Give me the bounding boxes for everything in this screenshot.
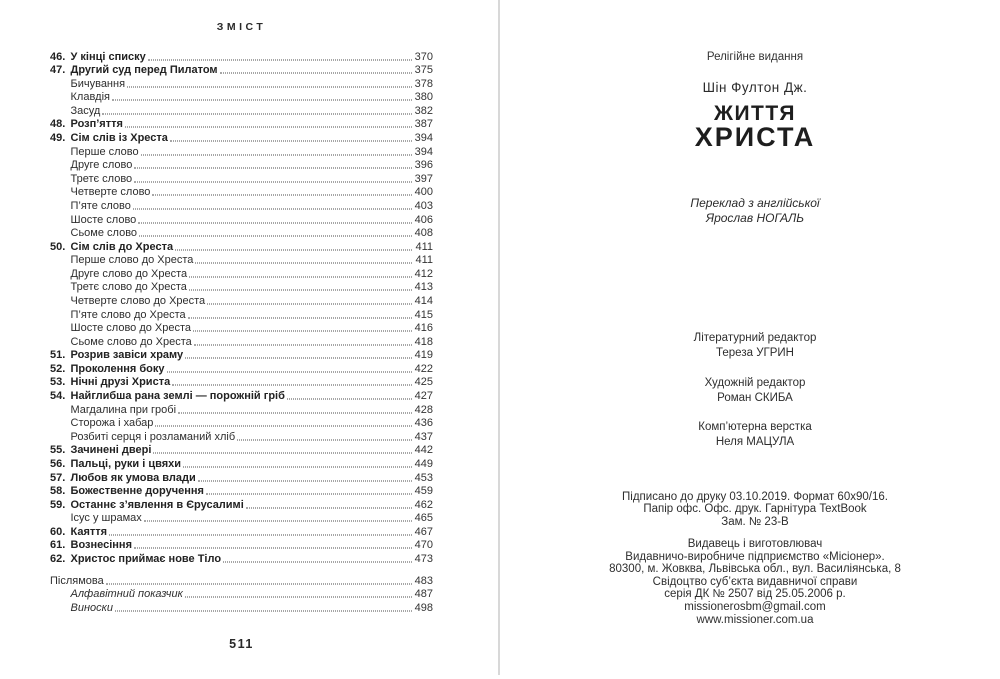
toc-entry (50, 497, 433, 511)
toc-entry-number: 52. (50, 362, 66, 375)
toc-entry-label: Пальці, руки і цвяхи (70, 457, 182, 470)
toc-entry (50, 307, 433, 321)
toc-entry-label: Каяття (70, 525, 108, 538)
toc-entry-label: Ісус у шрамах (70, 512, 142, 525)
toc-entry (50, 484, 433, 498)
book-title-line2: ХРИСТА (694, 122, 816, 152)
credit-name: Тереза УГРИН (716, 347, 794, 359)
dot-leader (198, 480, 412, 481)
toc-entry-label: Розбиті серця і розламаний хліб (70, 430, 236, 443)
toc-entry-page: 411 (415, 240, 433, 253)
toc-entry-label: Останнє з’явлення в Єрусалимі (70, 498, 244, 511)
toc-entry-page: 453 (414, 471, 433, 484)
toc-entry-page: 408 (414, 227, 433, 240)
toc-entry-number: 56. (50, 457, 66, 470)
toc-entry-page: 378 (414, 77, 433, 90)
toc-entry-page: 498 (414, 601, 433, 614)
dot-leader (193, 331, 412, 332)
toc-entry-label: Розрив завіси храму (70, 349, 184, 362)
toc-entry-label: Шосте слово до Хреста (70, 322, 192, 335)
toc-entry-label: Вознесіння (70, 539, 132, 552)
dot-leader (188, 317, 412, 318)
toc-entry-page: 428 (414, 403, 433, 416)
toc-entry (50, 171, 433, 185)
toc-entry (50, 429, 433, 443)
publisher-line: missionerosbm@gmail.com (684, 600, 826, 613)
toc-entry-page: 437 (414, 430, 433, 443)
toc-entry-page: 387 (414, 118, 433, 131)
toc-entry (50, 239, 433, 253)
toc-entry-page: 396 (414, 159, 433, 172)
dot-leader (189, 290, 412, 291)
toc-entry-label: Проколення боку (70, 362, 165, 375)
toc-entry (50, 63, 433, 77)
dot-leader (172, 385, 411, 386)
toc-entry-page: 403 (414, 199, 433, 212)
dot-leader (194, 344, 412, 345)
toc-entry-page: 436 (414, 417, 433, 430)
toc-entry-page: 412 (414, 267, 433, 280)
toc-entry (50, 321, 433, 335)
toc-entry (50, 402, 433, 416)
toc-entry-number: 62. (50, 552, 66, 565)
toc-entry-label: Алфавітний показчик (70, 588, 183, 601)
toc-entry-page: 400 (414, 186, 433, 199)
translation-note: Переклад з англійської (690, 196, 820, 210)
page-number: 511 (229, 637, 254, 651)
toc-entry-label: Бичування (70, 77, 126, 90)
dot-leader (115, 610, 412, 611)
toc-entry (50, 511, 433, 525)
toc-container (50, 21, 433, 614)
toc-entry-page: 394 (414, 132, 433, 145)
toc-entry-label: Третє слово (70, 172, 133, 185)
toc-entry-page: 419 (414, 349, 433, 362)
toc-page (0, 0, 499, 679)
toc-list (50, 49, 433, 565)
toc-entry (50, 573, 433, 587)
dot-leader (220, 73, 412, 74)
toc-entry-page: 425 (414, 376, 433, 389)
toc-entry-label: Христос приймає нове Тіло (70, 552, 222, 565)
credit-block (510, 376, 1000, 406)
dot-leader (189, 276, 412, 277)
toc-entry (50, 524, 433, 538)
toc-entry-number: 60. (50, 525, 66, 538)
toc-entry-label: Божественне доручення (70, 485, 204, 498)
dot-leader (125, 127, 412, 128)
toc-entry-page: 375 (414, 64, 433, 77)
toc-entry (50, 443, 433, 457)
toc-entry-label: Розп’яття (70, 118, 123, 131)
toc-entry (50, 103, 433, 117)
toc-entry-number: 49. (50, 132, 66, 145)
toc-entry-page: 462 (414, 498, 433, 511)
toc-entry-label: Другий суд перед Пилатом (70, 64, 218, 77)
dot-leader (134, 181, 411, 182)
toc-entry-label: Перше слово (70, 145, 139, 158)
dot-leader (148, 59, 412, 60)
toc-entry-label: Сьоме слово до Хреста (70, 335, 192, 348)
toc-entry-page: 442 (414, 444, 433, 457)
toc-entry-number: 53. (50, 376, 66, 389)
publisher-line: Видавець і виготовлювач (687, 538, 823, 550)
dot-leader (223, 561, 412, 562)
toc-entry-page: 370 (414, 50, 433, 63)
publisher-line: серія ДК № 2507 від 25.05.2006 р. (664, 588, 846, 601)
dot-leader (134, 548, 412, 549)
toc-entry-page: 427 (414, 390, 433, 403)
toc-entry-label: Любов як умова влади (70, 471, 196, 484)
toc-entry-label: Сьоме слово (70, 227, 138, 240)
toc-entry-page: 397 (414, 172, 433, 185)
print-info-line: Підписано до друку 03.10.2019. Формат 60х90/16. (622, 491, 888, 503)
toc-entry-label: П’яте слово до Хреста (70, 308, 186, 321)
toc-entry-number: 61. (50, 539, 66, 552)
dot-leader (175, 249, 412, 250)
dot-leader (139, 236, 412, 237)
toc-footer-list (50, 573, 433, 614)
toc-entry-label: Виноски (70, 601, 113, 614)
credit-block (510, 331, 1000, 361)
toc-entry-number: 55. (50, 444, 66, 457)
dot-leader (102, 113, 411, 114)
toc-entry (50, 280, 433, 294)
dot-leader (207, 303, 411, 304)
toc-title: ЗМІСТ (216, 21, 267, 33)
toc-entry (50, 456, 433, 470)
toc-entry-page: 380 (414, 91, 433, 104)
toc-entry (50, 361, 433, 375)
toc-entry (50, 551, 433, 565)
toc-entry-label: Четверте слово до Хреста (70, 294, 206, 307)
dot-leader (134, 168, 411, 169)
toc-entry-label: Нічні друзі Христа (70, 376, 171, 389)
toc-entry (50, 538, 433, 552)
toc-entry (50, 185, 433, 199)
toc-entry-number: 58. (50, 485, 66, 498)
title-page (500, 0, 1000, 679)
author-name: Шін Фултон Дж. (702, 80, 808, 95)
toc-entry-page: 416 (414, 322, 433, 335)
toc-entry (50, 130, 433, 144)
toc-entry-page: 406 (414, 213, 433, 226)
toc-entry-page: 415 (414, 308, 433, 321)
dot-leader (138, 222, 411, 223)
toc-entry (50, 158, 433, 172)
toc-entry-label: Шосте слово (70, 213, 137, 226)
toc-entry (50, 253, 433, 267)
toc-entry (50, 375, 433, 389)
toc-entry (50, 587, 433, 601)
credit-role: Літературний редактор (693, 332, 817, 344)
toc-entry (50, 212, 433, 226)
toc-entry (50, 416, 433, 430)
toc-entry-label: Післямова (50, 574, 104, 587)
toc-entry (50, 226, 433, 240)
dot-leader (170, 141, 412, 142)
credit-role: Комп’ютерна верстка (698, 421, 812, 433)
toc-entry-number: 50. (50, 240, 66, 253)
print-info-line: Зам. № 23-В (721, 515, 789, 528)
dot-leader (112, 100, 412, 101)
dot-leader (185, 358, 411, 359)
toc-entry-number: 59. (50, 498, 66, 511)
dot-leader (237, 439, 412, 440)
toc-entry-page: 394 (414, 145, 433, 158)
toc-entry-label: Магдалина при гробі (70, 403, 177, 416)
toc-entry-page: 449 (414, 457, 433, 470)
toc-entry (50, 76, 433, 90)
toc-entry (50, 388, 433, 402)
toc-entry-page: 473 (414, 552, 433, 565)
toc-entry-page: 413 (414, 281, 433, 294)
toc-entry-page: 418 (414, 335, 433, 348)
toc-entry (50, 348, 433, 362)
dot-leader (206, 494, 412, 495)
toc-entry-label: Сім слів до Хреста (70, 240, 174, 253)
dot-leader (106, 583, 412, 584)
print-info-line: Папір офс. Офс. друк. Гарнітура TextBook (643, 503, 867, 516)
dot-leader (109, 534, 412, 535)
dot-leader (246, 507, 412, 508)
translator-name: Ярослав НОГАЛЬ (705, 211, 805, 225)
toc-entry-page: 459 (414, 485, 433, 498)
translation-credit (510, 196, 1000, 226)
toc-entry-page: 411 (415, 254, 433, 267)
dot-leader (133, 208, 412, 209)
toc-entry-page: 467 (414, 525, 433, 538)
credit-name: Неля МАЦУЛА (715, 436, 795, 448)
toc-entry-page: 465 (414, 512, 433, 525)
toc-entry-page: 382 (414, 104, 433, 117)
toc-entry (50, 334, 433, 348)
toc-entry-number: 47. (50, 64, 66, 77)
publisher-line: www.missioner.com.ua (696, 613, 814, 626)
dot-leader (287, 399, 412, 400)
toc-entry-label: Засуд (70, 104, 101, 117)
print-info-block (510, 491, 1000, 528)
dot-leader (152, 195, 411, 196)
toc-entry-page: 487 (414, 588, 433, 601)
toc-entry (50, 293, 433, 307)
toc-entry-label: Третє слово до Хреста (70, 281, 187, 294)
toc-entry (50, 600, 433, 614)
toc-entry-label: Зачинені двері (70, 444, 152, 457)
toc-entry-number: 54. (50, 390, 66, 403)
dot-leader (144, 521, 412, 522)
toc-entry-page: 422 (414, 362, 433, 375)
dot-leader (195, 263, 412, 264)
dot-leader (183, 466, 412, 467)
publisher-block (510, 538, 1000, 626)
toc-entry (50, 144, 433, 158)
toc-entry (50, 49, 433, 63)
toc-entry-label: У кінці списку (70, 50, 146, 63)
toc-entry-label: Найглибша рана землі — порожній гріб (70, 390, 285, 403)
dot-leader (127, 86, 412, 87)
toc-entry-label: Четверте слово (70, 186, 151, 199)
publisher-line: 80300, м. Жовква, Львівська обл., вул. Василіянська, 8 (609, 563, 901, 576)
toc-entry-label: Сторожа і хабар (70, 417, 154, 430)
dot-leader (155, 426, 411, 427)
toc-entry (50, 266, 433, 280)
edition-type: Релігійне видання (706, 51, 804, 63)
toc-entry-label: Сім слів із Хреста (70, 132, 168, 145)
toc-entry-label: Друге слово до Хреста (70, 267, 188, 280)
book-title-line1: ЖИТТЯ (713, 102, 797, 125)
toc-entry-page: 483 (414, 574, 433, 587)
toc-entry-label: П’яте слово (70, 199, 131, 212)
credit-block (510, 420, 1000, 450)
publisher-line: Видавничо-виробниче підприємство «Місіонер». (625, 550, 885, 563)
toc-entry-number: 57. (50, 471, 66, 484)
toc-entry-label: Друге слово (70, 159, 133, 172)
dot-leader (153, 453, 411, 454)
toc-entry (50, 470, 433, 484)
toc-entry-page: 470 (414, 539, 433, 552)
toc-entry-label: Перше слово до Хреста (70, 254, 194, 267)
credits-block (510, 331, 1000, 465)
dot-leader (185, 597, 412, 598)
dot-leader (167, 371, 412, 372)
credit-role: Художній редактор (704, 376, 806, 389)
toc-entry (50, 117, 433, 131)
toc-entry-number: 46. (50, 50, 66, 63)
toc-entry-label: Клавдія (70, 91, 110, 104)
dot-leader (141, 154, 412, 155)
toc-entry (50, 198, 433, 212)
toc-entry-number: 48. (50, 118, 66, 131)
dot-leader (178, 412, 412, 413)
toc-entry (50, 90, 433, 104)
toc-entry-page: 414 (414, 294, 433, 307)
publisher-line: Свідоцтво суб’єкта видавничої справи (652, 575, 858, 588)
credit-name: Роман СКИБА (717, 391, 793, 404)
toc-entry-number: 51. (50, 349, 66, 362)
